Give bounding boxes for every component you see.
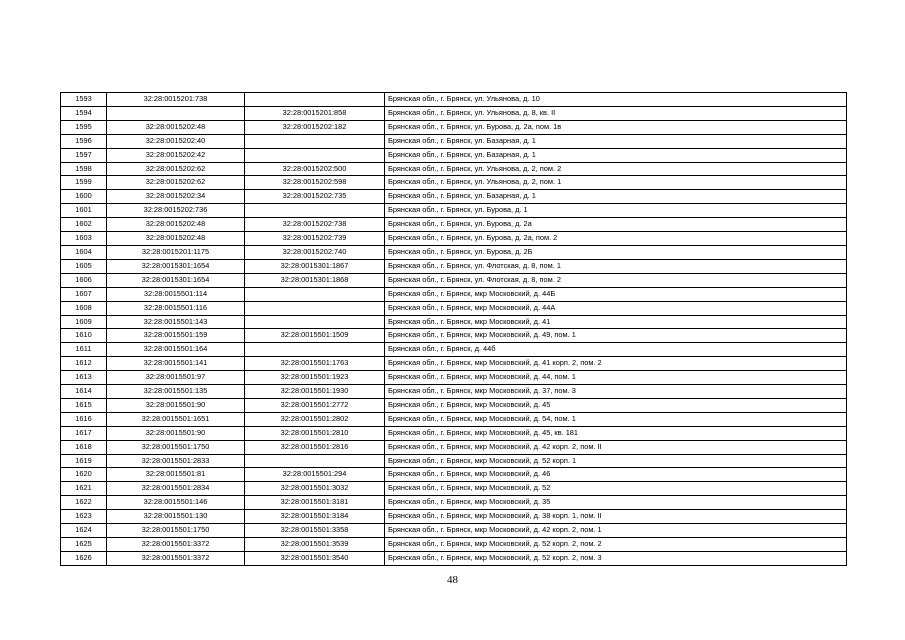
table-row (61, 134, 847, 148)
new-cadastral-number-cell (245, 287, 385, 301)
cadastral-number-cell: 32:28:0015201:738 (107, 93, 245, 107)
new-cadastral-number-cell: 32:28:0015501:3540 (245, 551, 385, 565)
new-cadastral-number-cell: 32:28:0015501:1763 (245, 357, 385, 371)
address-cell: Брянская обл., г. Брянск, ул. Флотская, д. 8, пом. 2 (385, 273, 847, 287)
cadastral-number-cell: 32:28:0015301:1654 (107, 259, 245, 273)
address-cell: Брянская обл., г. Брянск, ул. Бурова, д. 2а, пом. 2 (385, 232, 847, 246)
address-cell: Брянская обл., г. Брянск, мкр Московский, д. 44А (385, 301, 847, 315)
new-cadastral-number-cell (245, 343, 385, 357)
address-cell: Брянская обл., г. Брянск, ул. Ульянова, д. 8, кв. II (385, 106, 847, 120)
row-number-cell: 1614 (61, 385, 107, 399)
new-cadastral-number-cell: 32:28:0015501:2772 (245, 398, 385, 412)
address-cell: Брянская обл., г. Брянск, мкр Московский, д. 45 (385, 398, 847, 412)
address-cell: Брянская обл., г. Брянск, ул. Ульянова, д. 2, пом. 2 (385, 162, 847, 176)
address-cell: Брянская обл., г. Брянск, ул. Флотская, д. 8, пом. 1 (385, 259, 847, 273)
address-cell: Брянская обл., г. Брянск, ул. Ульянова, д. 2, пом. 1 (385, 176, 847, 190)
new-cadastral-number-cell: 32:28:0015202:182 (245, 120, 385, 134)
table-row (61, 190, 847, 204)
table-row (61, 426, 847, 440)
address-cell: Брянская обл., г. Брянск, мкр Московский, д. 46 (385, 468, 847, 482)
address-cell: Брянская обл., г. Брянск, мкр Московский, д. 42 корп. 2, пом. II (385, 440, 847, 454)
address-cell: Брянская обл., г. Брянск, мкр Московский, д. 52 корп. 1 (385, 454, 847, 468)
new-cadastral-number-cell: 32:28:0015202:735 (245, 190, 385, 204)
table-row (61, 482, 847, 496)
new-cadastral-number-cell: 32:28:0015301:1868 (245, 273, 385, 287)
table-row (61, 329, 847, 343)
row-number-cell: 1623 (61, 510, 107, 524)
row-number-cell: 1606 (61, 273, 107, 287)
row-number-cell: 1611 (61, 343, 107, 357)
cadastral-number-cell: 32:28:0015202:736 (107, 204, 245, 218)
cadastral-number-cell: 32:28:0015501:135 (107, 385, 245, 399)
address-cell: Брянская обл., г. Брянск, мкр Московский, д. 44Б (385, 287, 847, 301)
cadastral-table (60, 92, 847, 566)
cadastral-number-cell: 32:28:0015501:146 (107, 496, 245, 510)
cadastral-number-cell: 32:28:0015501:164 (107, 343, 245, 357)
cadastral-number-cell: 32:28:0015301:1654 (107, 273, 245, 287)
new-cadastral-number-cell: 32:28:0015202:738 (245, 218, 385, 232)
table-row (61, 93, 847, 107)
new-cadastral-number-cell: 32:28:0015301:1867 (245, 259, 385, 273)
new-cadastral-number-cell: 32:28:0015501:1509 (245, 329, 385, 343)
address-cell: Брянская обл., г. Брянск, мкр Московский, д. 52 корп. 2, пом. 2 (385, 538, 847, 552)
cadastral-number-cell: 32:28:0015501:2833 (107, 454, 245, 468)
cadastral-number-cell: 32:28:0015202:48 (107, 120, 245, 134)
row-number-cell: 1595 (61, 120, 107, 134)
address-cell: Брянская обл., г. Брянск, мкр Московский, д. 41 корп. 2, пом. 2 (385, 357, 847, 371)
address-cell: Брянская обл., г. Брянск, ул. Базарная, д. 1 (385, 190, 847, 204)
cadastral-number-cell: 32:28:0015202:62 (107, 176, 245, 190)
table-body (61, 93, 847, 566)
row-number-cell: 1605 (61, 259, 107, 273)
new-cadastral-number-cell: 32:28:0015201:858 (245, 106, 385, 120)
row-number-cell: 1617 (61, 426, 107, 440)
table-row (61, 162, 847, 176)
new-cadastral-number-cell: 32:28:0015501:2816 (245, 440, 385, 454)
new-cadastral-number-cell: 32:28:0015501:3539 (245, 538, 385, 552)
cadastral-number-cell: 32:28:0015501:90 (107, 398, 245, 412)
cadastral-number-cell: 32:28:0015202:40 (107, 134, 245, 148)
table-row (61, 551, 847, 565)
table-row (61, 510, 847, 524)
table-row (61, 468, 847, 482)
row-number-cell: 1599 (61, 176, 107, 190)
cadastral-number-cell (107, 106, 245, 120)
row-number-cell: 1616 (61, 412, 107, 426)
table-row (61, 120, 847, 134)
table-row (61, 412, 847, 426)
new-cadastral-number-cell: 32:28:0015501:1923 (245, 371, 385, 385)
table-row (61, 218, 847, 232)
table-row (61, 357, 847, 371)
row-number-cell: 1620 (61, 468, 107, 482)
cadastral-number-cell: 32:28:0015501:1750 (107, 524, 245, 538)
address-cell: Брянская обл., г. Брянск, мкр Московский, д. 44, пом. 1 (385, 371, 847, 385)
new-cadastral-number-cell: 32:28:0015501:3184 (245, 510, 385, 524)
cadastral-number-cell: 32:28:0015202:48 (107, 218, 245, 232)
cadastral-number-cell: 32:28:0015501:97 (107, 371, 245, 385)
new-cadastral-number-cell: 32:28:0015501:2810 (245, 426, 385, 440)
table-row (61, 538, 847, 552)
row-number-cell: 1619 (61, 454, 107, 468)
new-cadastral-number-cell: 32:28:0015202:500 (245, 162, 385, 176)
address-cell: Брянская обл., г. Брянск, мкр Московский, д. 42 корп. 2, пом. 1 (385, 524, 847, 538)
address-cell: Брянская обл., г. Брянск, мкр Московский, д. 41 (385, 315, 847, 329)
address-cell: Брянская обл., г. Брянск, мкр Московский, д. 54, пом. 1 (385, 412, 847, 426)
row-number-cell: 1622 (61, 496, 107, 510)
cadastral-number-cell: 32:28:0015501:116 (107, 301, 245, 315)
new-cadastral-number-cell (245, 301, 385, 315)
new-cadastral-number-cell (245, 134, 385, 148)
row-number-cell: 1597 (61, 148, 107, 162)
table-row (61, 176, 847, 190)
table-row (61, 315, 847, 329)
cadastral-number-cell: 32:28:0015202:42 (107, 148, 245, 162)
address-cell: Брянская обл., г. Брянск, ул. Базарная, д. 1 (385, 148, 847, 162)
new-cadastral-number-cell: 32:28:0015501:1930 (245, 385, 385, 399)
row-number-cell: 1604 (61, 245, 107, 259)
table-row (61, 106, 847, 120)
address-cell: Брянская обл., г. Брянск, ул. Бурова, д. 2а (385, 218, 847, 232)
new-cadastral-number-cell: 32:28:0015501:3181 (245, 496, 385, 510)
table-row (61, 496, 847, 510)
row-number-cell: 1593 (61, 93, 107, 107)
address-cell: Брянская обл., г. Брянск, мкр Московский, д. 35 (385, 496, 847, 510)
cadastral-number-cell: 32:28:0015501:3372 (107, 551, 245, 565)
table-row (61, 343, 847, 357)
address-cell: Брянская обл., г. Брянск, мкр Московский, д. 52 корп. 2, пом. 3 (385, 551, 847, 565)
address-cell: Брянская обл., г. Брянск, ул. Бурова, д. 2а, пом. 1в (385, 120, 847, 134)
row-number-cell: 1603 (61, 232, 107, 246)
address-cell: Брянская обл., г. Брянск, ул. Базарная, д. 1 (385, 134, 847, 148)
address-cell: Брянская обл., г. Брянск, мкр Московский, д. 38 корп. 1, пом. II (385, 510, 847, 524)
cadastral-number-cell: 32:28:0015501:90 (107, 426, 245, 440)
row-number-cell: 1600 (61, 190, 107, 204)
row-number-cell: 1613 (61, 371, 107, 385)
table-row (61, 524, 847, 538)
row-number-cell: 1624 (61, 524, 107, 538)
cadastral-number-cell: 32:28:0015501:159 (107, 329, 245, 343)
table-row (61, 245, 847, 259)
cadastral-number-cell: 32:28:0015202:48 (107, 232, 245, 246)
address-cell: Брянская обл., г. Брянск, мкр Московский, д. 52 (385, 482, 847, 496)
new-cadastral-number-cell (245, 454, 385, 468)
cadastral-number-cell: 32:28:0015201:1175 (107, 245, 245, 259)
table-row (61, 301, 847, 315)
new-cadastral-number-cell (245, 148, 385, 162)
new-cadastral-number-cell: 32:28:0015202:740 (245, 245, 385, 259)
address-cell: Брянская обл., г. Брянск, мкр Московский, д. 45, кв. 181 (385, 426, 847, 440)
address-cell: Брянская обл., г. Брянск, ул. Бурова, д. 2Б (385, 245, 847, 259)
address-cell: Брянская обл., г. Брянск, д. 44б (385, 343, 847, 357)
cadastral-number-cell: 32:28:0015202:62 (107, 162, 245, 176)
table-row (61, 287, 847, 301)
table-row (61, 440, 847, 454)
table-row (61, 371, 847, 385)
new-cadastral-number-cell (245, 93, 385, 107)
cadastral-number-cell: 32:28:0015501:3372 (107, 538, 245, 552)
address-cell: Брянская обл., г. Брянск, мкр Московский, д. 37, пом. 3 (385, 385, 847, 399)
new-cadastral-number-cell: 32:28:0015501:3032 (245, 482, 385, 496)
row-number-cell: 1594 (61, 106, 107, 120)
address-cell: Брянская обл., г. Брянск, мкр Московский, д. 49, пом. 1 (385, 329, 847, 343)
row-number-cell: 1621 (61, 482, 107, 496)
new-cadastral-number-cell: 32:28:0015501:3358 (245, 524, 385, 538)
cadastral-number-cell: 32:28:0015501:1750 (107, 440, 245, 454)
cadastral-number-cell: 32:28:0015501:141 (107, 357, 245, 371)
row-number-cell: 1615 (61, 398, 107, 412)
row-number-cell: 1612 (61, 357, 107, 371)
table-row (61, 398, 847, 412)
row-number-cell: 1626 (61, 551, 107, 565)
row-number-cell: 1610 (61, 329, 107, 343)
table-row (61, 273, 847, 287)
address-cell: Брянская обл., г. Брянск, ул. Ульянова, д. 10 (385, 93, 847, 107)
table-row (61, 385, 847, 399)
row-number-cell: 1618 (61, 440, 107, 454)
table-row (61, 259, 847, 273)
row-number-cell: 1625 (61, 538, 107, 552)
table-row (61, 454, 847, 468)
cadastral-number-cell: 32:28:0015501:130 (107, 510, 245, 524)
table-row (61, 204, 847, 218)
cadastral-number-cell: 32:28:0015501:143 (107, 315, 245, 329)
table-row (61, 232, 847, 246)
row-number-cell: 1596 (61, 134, 107, 148)
table-row (61, 148, 847, 162)
cadastral-number-cell: 32:28:0015501:2834 (107, 482, 245, 496)
new-cadastral-number-cell (245, 204, 385, 218)
row-number-cell: 1609 (61, 315, 107, 329)
new-cadastral-number-cell (245, 315, 385, 329)
row-number-cell: 1602 (61, 218, 107, 232)
row-number-cell: 1598 (61, 162, 107, 176)
page-number: 48 (447, 574, 458, 586)
row-number-cell: 1607 (61, 287, 107, 301)
new-cadastral-number-cell: 32:28:0015501:294 (245, 468, 385, 482)
new-cadastral-number-cell: 32:28:0015202:598 (245, 176, 385, 190)
address-cell: Брянская обл., г. Брянск, ул. Бурова, д. 1 (385, 204, 847, 218)
cadastral-number-cell: 32:28:0015202:34 (107, 190, 245, 204)
row-number-cell: 1601 (61, 204, 107, 218)
new-cadastral-number-cell: 32:28:0015501:2802 (245, 412, 385, 426)
cadastral-number-cell: 32:28:0015501:114 (107, 287, 245, 301)
cadastral-number-cell: 32:28:0015501:81 (107, 468, 245, 482)
row-number-cell: 1608 (61, 301, 107, 315)
new-cadastral-number-cell: 32:28:0015202:739 (245, 232, 385, 246)
cadastral-number-cell: 32:28:0015501:1651 (107, 412, 245, 426)
